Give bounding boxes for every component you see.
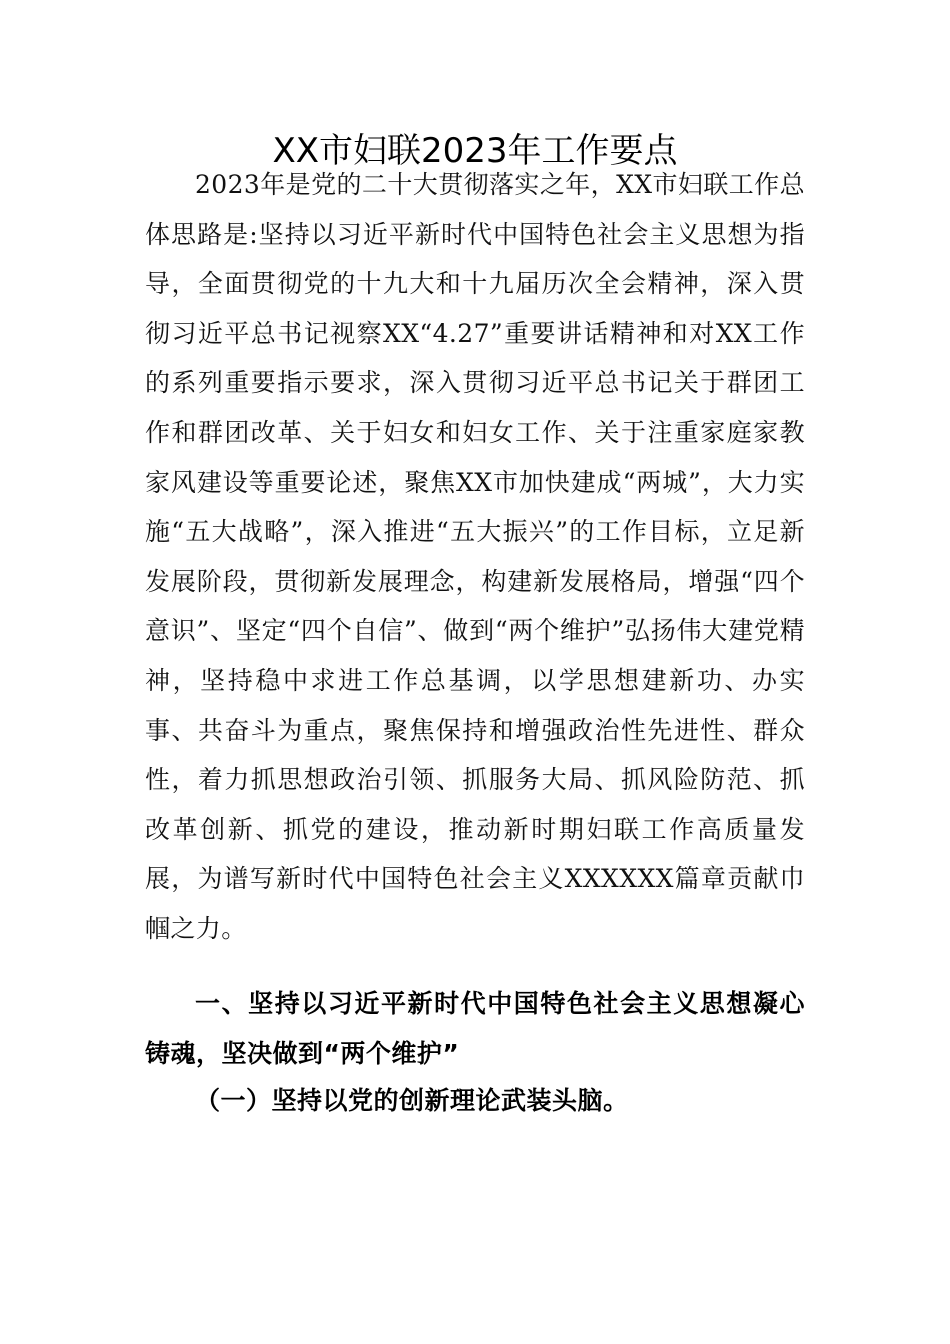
document-title: XX市妇联2023年工作要点 [272,131,678,171]
intro-paragraph: 2023年是党的二十大贯彻落实之年，XX市妇联工作总体思路是:坚持以习近平新时代中国特色社会主义思想为指导，全面贯彻党的十九大和十九届历次全会精神，深入贯彻习近平总书记视察XX“4.27”重要讲话精神和对XX工作的系列重要指示要求，深入贯彻习近平总书记关于群团工作和群团改革、关于妇女和妇女工作、关于注重家庭家教家风建设等重要论述，聚焦XX市加快建成“两城”，大力实施“五大战略”，深入推进“五大振兴”的工作目标，立足新发展阶段，贯彻新发展理念，构建新发展格局，增强“四个意识”、坚定“四个自信”、做到“两个维护”弘扬伟大建党精神，坚持稳中求进工作总基调，以学思想建新功、办实事、共奋斗为重点，聚焦保持和增强政治性先进性、群众性，着力抓思想政治引领、抓服务大局、抓风险防范、抓改革创新、抓党的建设，推动新时期妇联工作高质量发展，为谱写新时代中国特色社会主义XXXXXX篇章贡献巾帼之力。 [145,170,805,943]
subsection-heading-1: （一）坚持以党的创新理论武装头脑。 [195,1086,629,1115]
section-heading-1: 一、坚持以习近平新时代中国特色社会主义思想凝心铸魂，坚决做到“两个维护” [145,989,805,1068]
